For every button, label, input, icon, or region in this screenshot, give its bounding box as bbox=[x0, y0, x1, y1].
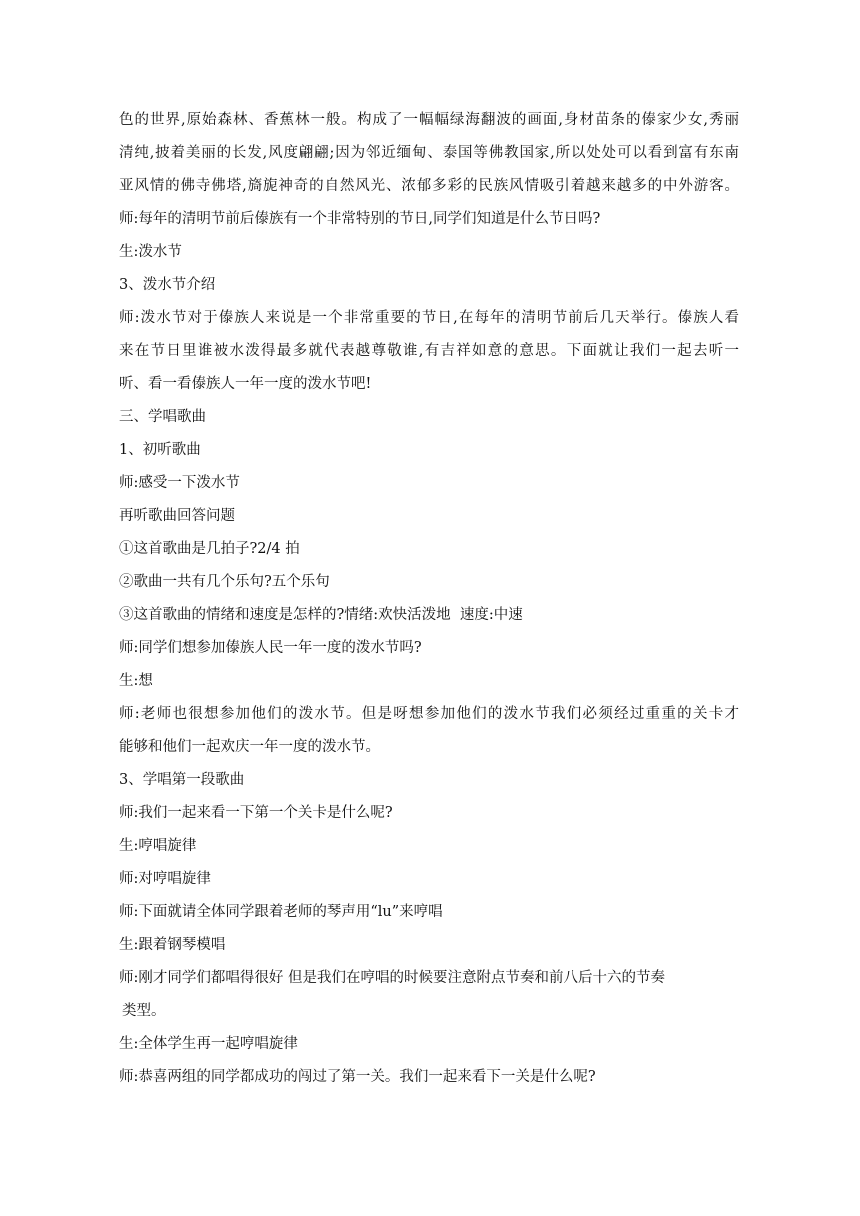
paragraph-line: 亚风情的佛寺佛塔,旖旎神奇的自然风光、浓郁多彩的民族风情吸引着越来越多的中外游客。 bbox=[119, 178, 739, 194]
paragraph-line: 生:想 bbox=[119, 673, 153, 689]
section-heading: 3、泼水节介绍 bbox=[119, 277, 216, 293]
paragraph-line: 生:跟着钢琴模唱 bbox=[119, 937, 226, 953]
paragraph-line: 来在节日里谁被水泼得最多就代表越尊敬谁,有吉祥如意的意思。下面就让我们一起去听一 bbox=[119, 343, 739, 359]
question-item: ③这首歌曲的情绪和速度是怎样的?情绪:欢快活泼地 速度:中速 bbox=[119, 607, 523, 623]
paragraph-line: 生:泼水节 bbox=[119, 244, 182, 260]
paragraph-line: 师:每年的清明节前后傣族有一个非常特别的节日,同学们知道是什么节日吗? bbox=[119, 211, 601, 227]
paragraph-line: 师:同学们想参加傣族人民一年一度的泼水节吗? bbox=[119, 640, 422, 656]
paragraph-line: 听、看一看傣族人一年一度的泼水节吧! bbox=[119, 376, 372, 392]
paragraph-line: 色的世界,原始森林、香蕉林一般。构成了一幅幅绿海翻波的画面,身材苗条的傣家少女,秀丽 bbox=[119, 112, 739, 128]
paragraph-line: 清纯,披着美丽的长发,风度翩翩;因为邻近缅甸、泰国等佛教国家,所以处处可以看到富有东南 bbox=[119, 145, 739, 161]
paragraph-line: 师:我们一起来看一下第一个关卡是什么呢? bbox=[119, 805, 393, 821]
paragraph-line: 师:刚才同学们都唱得很好 但是我们在哼唱的时候要注意附点节奏和前八后十六的节奏 bbox=[119, 970, 665, 986]
question-item: ①这首歌曲是几拍子?2/4 拍 bbox=[119, 541, 300, 557]
section-heading: 三、学唱歌曲 bbox=[119, 409, 206, 425]
paragraph-line: 生:哼唱旋律 bbox=[119, 838, 197, 854]
paragraph-line: 师:下面就请全体同学跟着老师的琴声用“lu”来哼唱 bbox=[119, 904, 443, 920]
section-heading: 1、初听歌曲 bbox=[119, 442, 201, 458]
section-heading: 3、学唱第一段歌曲 bbox=[119, 772, 245, 788]
paragraph-line: 师:对哼唱旋律 bbox=[119, 871, 211, 887]
question-item: ②歌曲一共有几个乐句?五个乐句 bbox=[119, 574, 330, 590]
paragraph-line: 师:老师也很想参加他们的泼水节。但是呀想参加他们的泼水节我们必须经过重重的关卡才 bbox=[119, 706, 739, 722]
paragraph-line: 师:感受一下泼水节 bbox=[119, 475, 240, 491]
paragraph-line: 生:全体学生再一起哼唱旋律 bbox=[119, 1036, 298, 1052]
paragraph-line: 再听歌曲回答问题 bbox=[119, 508, 235, 524]
paragraph-line: 类型。 bbox=[122, 1003, 166, 1019]
paragraph-line: 能够和他们一起欢庆一年一度的泼水节。 bbox=[119, 739, 380, 755]
paragraph-line: 师:泼水节对于傣族人来说是一个非常重要的节日,在每年的清明节前后几天举行。傣族人看 bbox=[119, 310, 739, 326]
paragraph-line: 师:恭喜两组的同学都成功的闯过了第一关。我们一起来看下一关是什么呢? bbox=[119, 1069, 596, 1085]
document-body bbox=[119, 104, 739, 1094]
